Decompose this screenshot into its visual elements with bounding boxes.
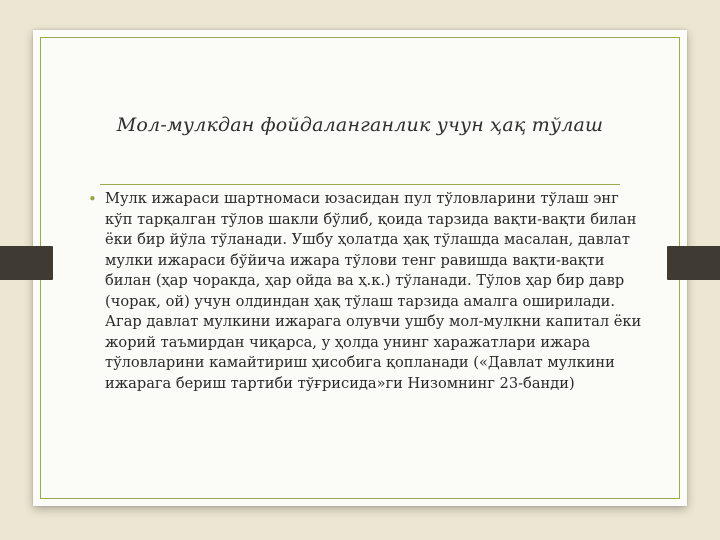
title-divider	[100, 184, 620, 185]
right-binder-clip	[667, 246, 720, 280]
bullet-marker: •	[88, 190, 97, 208]
bullet-item	[88, 189, 648, 394]
bullet-list	[88, 189, 648, 394]
bullet-text: Мулк ижараси шартномаси юзасидан пул тўловларини тўлаш энг кўп тарқалган тўлов шакли бўлиб, қоида тарзида вақти-вақти билан ёки бир йўла тўланади. Ушбу ҳолатда ҳақ тўлашда масалан, давлат мулки ижараси бўйича ижара тўлови тенг равишда вақти-вақти билан (ҳар чоракда, ҳар ойда ва ҳ.к.) тўланади. Тўлов ҳар бир давр (чорак, ой) учун олдиндан ҳақ тўлаш тарзида амалга оширилади. Агар давлат мулкини ижарага олувчи ушбу мол-мулкни капитал ёки жорий таъмирдан чиқарса, у ҳолда унинг харажатлари ижара тўловларини камайтириш ҳисобига қопланади («Давлат мулкини ижарага бериш тартиби тўғрисида»ги Низомнинг 23-банди)	[105, 190, 642, 392]
left-binder-clip	[0, 246, 53, 280]
slide-title: Мол-мулкдан фойдаланганлик учун ҳақ тўлаш	[116, 114, 604, 136]
